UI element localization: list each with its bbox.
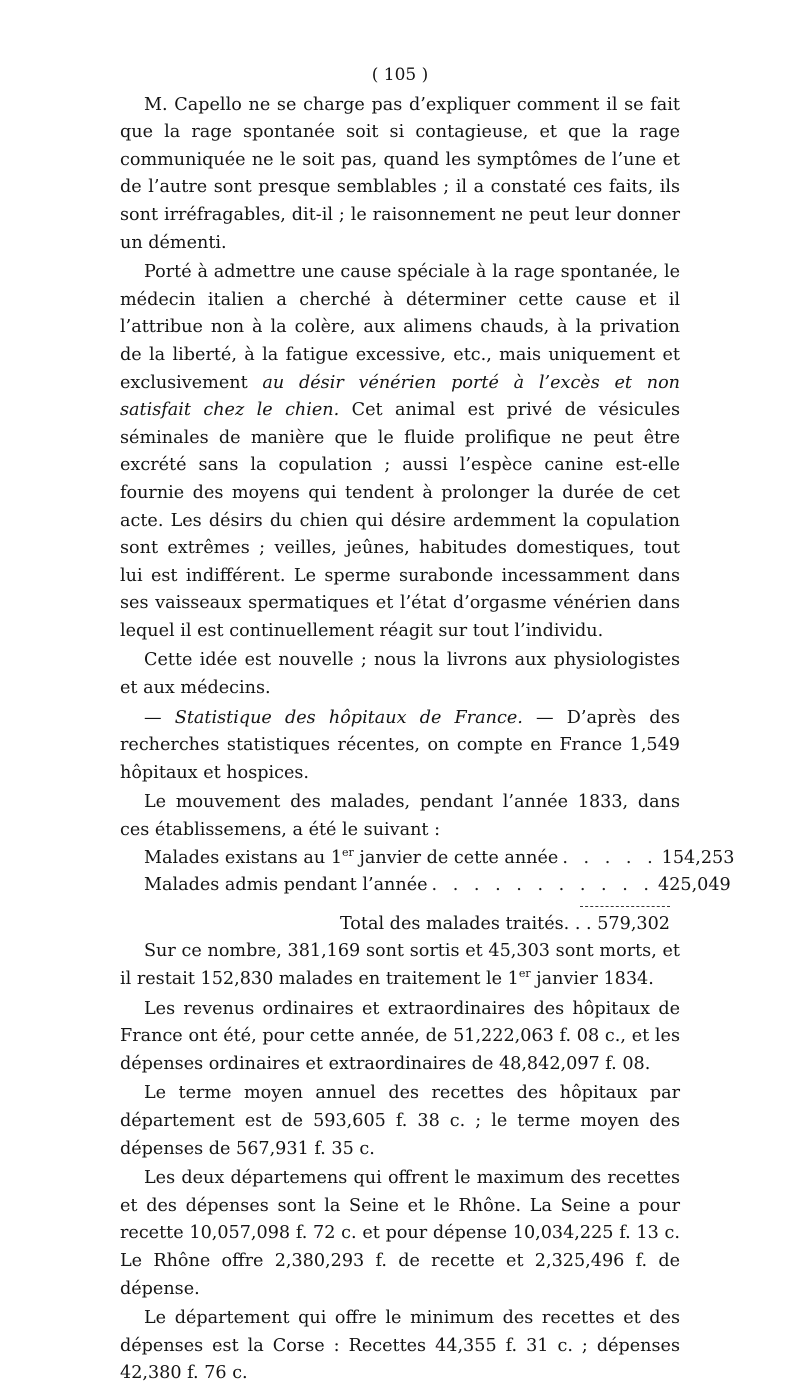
row-label-text: Malades existans au 1	[144, 847, 343, 868]
outcomes-sup: er	[518, 967, 531, 981]
total-value: 579,302	[597, 913, 670, 934]
paragraph-statistics	[120, 705, 680, 788]
table-row	[120, 845, 735, 873]
paragraph-revenues: Les revenus ordinaires et extraordinaires des hôpitaux de France ont été, pour cette année, de 51,222,063 f. 08 c., et les dépenses ordinaires et extraordinaires de 48,842,097 f. 08.	[120, 998, 680, 1074]
outcomes-text-b: janvier 1834.	[530, 969, 654, 989]
total-label: Total des malades traités. . .	[339, 913, 592, 934]
row-value: 154,253	[661, 847, 735, 868]
row-label-sup: er	[342, 845, 354, 859]
paragraph-movement: Le mouvement des malades, pendant l’année 1833, dans ces établissemens, a été le suivant :	[120, 792, 680, 841]
paragraph-minimum: Le département qui offre le minimum des recettes et des dépenses est la Corse : Recettes 44,355 f. 31 c. ; dépenses 42,380 f. 76 c.	[120, 1308, 680, 1384]
paragraph-average: Le terme moyen annuel des recettes des hôpitaux par département est de 593,605 f. 38 c. ; le terme moyen des dépenses de 567,931 f. 35 c.	[120, 1083, 680, 1159]
row-label-text: Malades admis pendant l’année	[144, 875, 428, 896]
paragraph-outcomes	[120, 938, 680, 993]
outcomes-text-a: Sur ce nombre, 381,169 sont sortis et 45,303 sont morts, et il restait 152,830 malades en traitement le 1	[120, 941, 680, 989]
page-number: ( 105 )	[371, 65, 429, 85]
table-row	[120, 872, 731, 900]
statistics-text: — D’après des recherches statistiques récentes, on compte en France 1,549 hôpitaux et hospices.	[120, 707, 680, 783]
paragraph-cause	[120, 259, 680, 645]
paragraph-cause-text-a: Porté à admettre une cause spéciale à la rage spontanée, le médecin italien a cherché à déterminer cette cause et il l’attribue non à la colère, aux alimens chauds, à la privation de la liberté, à la fatigue excessive, etc., mais uniquement et exclusivement	[120, 262, 680, 393]
page	[120, 62, 735, 1388]
paragraph-maximum: Les deux départemens qui offrent le maximum des recettes et des dépenses sont la Seine et le Rhône. La Seine a pour recette 10,057,098 f. 72 c. et pour dépense 10,034,225 f. 13 c. Le Rhône offre 2,380,293 f. de recette et 2,325,496 f. de dépense.	[120, 1168, 680, 1299]
paragraph-capello: M. Capello ne se charge pas d’expliquer comment il se fait que la rage spontanée soit si contagieuse, et que la rage communiquée ne le soit pas, quand les symptômes de l’une et de l’autre sont presque semblables ; il a constaté ces faits, ils sont irréfragables, dit-il ; le raisonnement ne peut leur donner un démenti.	[120, 94, 680, 253]
statistics-heading: Statistique des hôpitaux de France.	[174, 707, 523, 728]
paragraph-cause-italic: au désir vénérien porté à l’excès et non satisfait chez le chien.	[120, 372, 681, 421]
total-row	[120, 911, 680, 939]
paragraph-idea: Cette idée est nouvelle ; nous la livrons aux physiologistes et aux médecins.	[120, 650, 680, 699]
statistics-dash: —	[144, 707, 175, 728]
total-divider	[580, 906, 670, 907]
row-dots: . . . . . . . . . . .	[431, 875, 654, 896]
row-label	[144, 845, 558, 873]
row-value: 425,049	[658, 875, 731, 896]
row-dots: . . . . .	[562, 847, 658, 868]
row-label	[144, 872, 428, 900]
paragraph-cause-text-b: Cet animal est privé de vésicules séminales de manière que le fluide prolifique ne peut être excrété sans la copulation ; aussi l’espèce canine est-elle fournie des moyens qui tendent à prolonger la durée de cet acte. Les désirs du chien qui désire ardemment la copulation sont extrêmes ; veilles, jeûnes, habitudes domestiques, tout lui est indifférent. Le sperme surabonde incessamment dans ses vaisseaux spermatiques et l’état d’orgasme vénérien dans lequel il est continuellement réagit sur tout l’individu.	[120, 400, 680, 641]
row-label-text-b: janvier de cette année	[353, 847, 559, 868]
